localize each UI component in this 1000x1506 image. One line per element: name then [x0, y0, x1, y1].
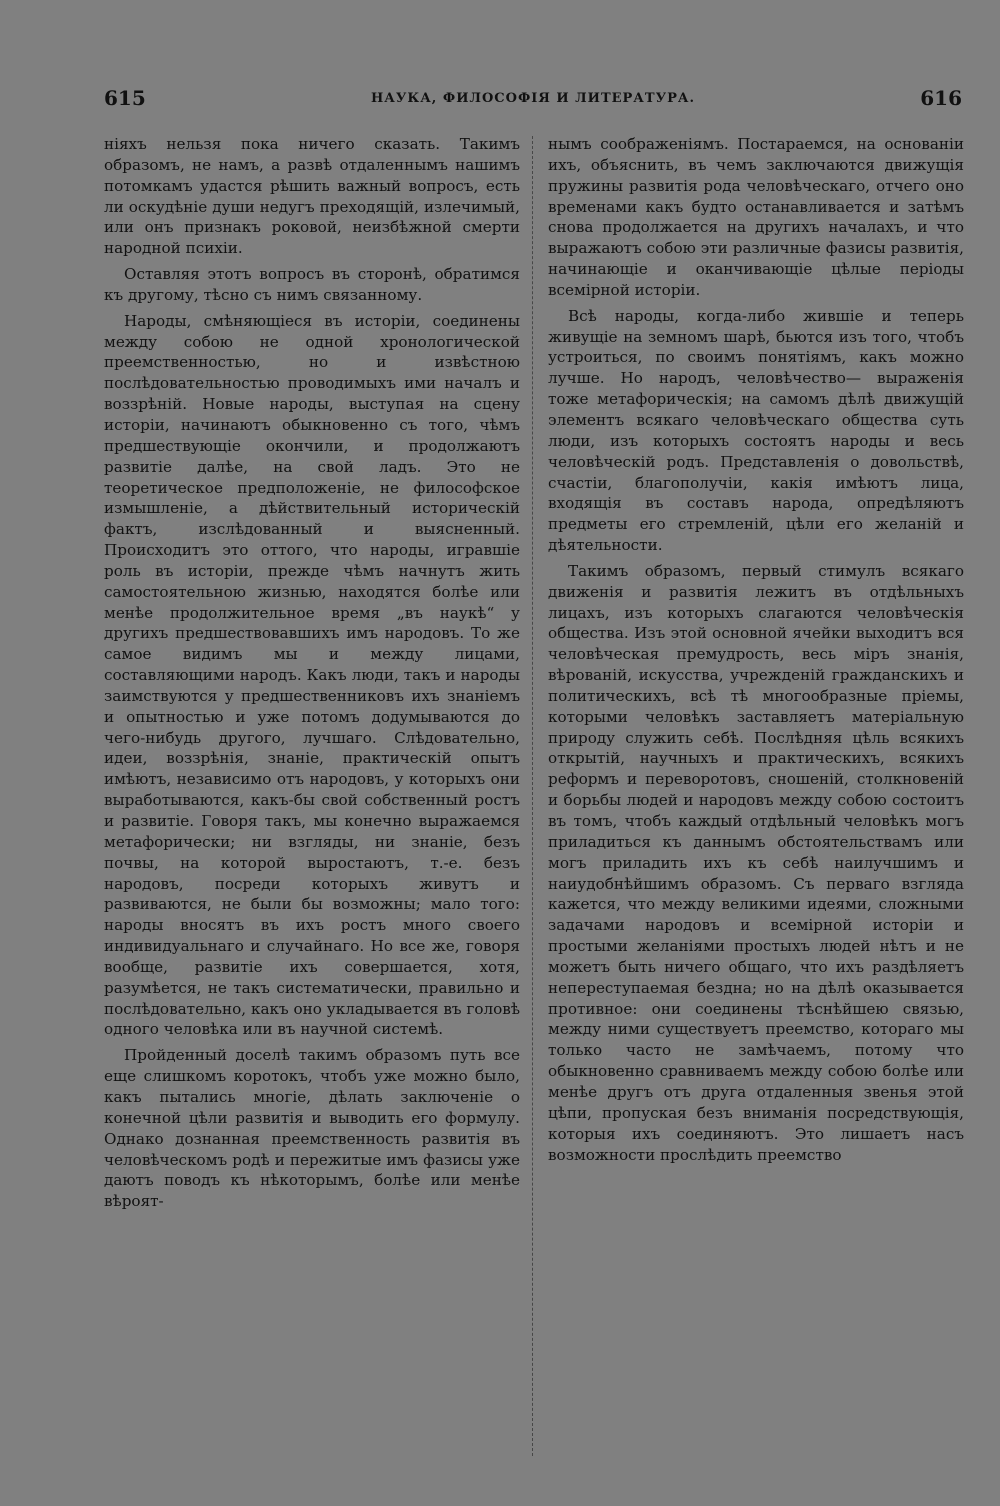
paragraph: Такимъ образомъ, первый стимулъ всякаго движенія и развитія лежитъ въ отдѣльныхъ лицахъ, изъ которыхъ слагаются человѣческія общества. Изъ этой основной ячейки выходитъ вся человѣческая премудрость, весь міръ знанія, вѣрованій, искусства, учрежденій гражданскихъ и политическихъ, всѣ тѣ многообразные пріемы, которыми человѣкъ заставляетъ матеріальную природу служить себѣ. Послѣдняя цѣль всякихъ открытій, научныхъ и практическихъ, всякихъ реформъ и переворотовъ, сношеній, столкновеній и борьбы людей и народовъ между собою состоитъ въ томъ, чтобъ каждый отдѣльный человѣкъ могъ приладиться къ даннымъ обстоятельствамъ или могъ приладить ихъ къ себѣ наилучшимъ и наиудобнѣйшимъ образомъ. Съ перваго взгляда кажется, что между великими идеями, сложными задачами народовъ и всемірной исторіи и простыми желаніями простыхъ людей нѣтъ и не можетъ быть ничего общаго, что ихъ раздѣляетъ непереступаемая бездна; но на дѣлѣ оказывается противное: они соединены тѣснѣйшею связью, между ними существуетъ преемство, котораго мы только часто не замѣчаемъ, потому что обыкновенно сравниваемъ между собою болѣе или менѣе другъ отъ друга отдаленныя звенья этой цѣпи, пропуская безъ вниманія посредствующія, которыя ихъ соединяютъ. Это лишаетъ насъ возможности прослѣдить преемство — [548, 561, 964, 1164]
paragraph: Народы, смѣняющіеся въ исторіи, соединены между собою не одной хронологической преемственностью, но и извѣстною послѣдовательностью проводимыхъ ими началъ и воззрѣній. Новые народы, выступая на сцену исторіи, начинаютъ обыкновенно съ того, чѣмъ предшествующіе окончили, и продолжаютъ развитіе далѣе, на свой ладъ. Это не теоретическое предположеніе, не философское измышленіе, а дѣйствительный историческій фактъ, изслѣдованный и выясненный. Происходитъ это оттого, что народы, игравшіе роль въ исторіи, прежде чѣмъ начнутъ жить самостоятельною жизнью, находятся болѣе или менѣе продолжительное время „въ наукѣ“ у другихъ предшествовавшихъ имъ народовъ. То же самое видимъ мы и между лицами, составляющими народъ. Какъ люди, такъ и народы заимствуются у предшественниковъ ихъ знаніемъ и опытностью и уже потомъ додумываются до чего-нибудь другого, лучшаго. Слѣдовательно, идеи, воззрѣнія, знаніе, практическій опытъ имѣютъ, независимо отъ народовъ, у которыхъ они выработываются, какъ-бы свой собственный ростъ и развитіе. Говоря такъ, мы конечно выражаемся метафорически; ни взгляды, ни знаніе, безъ почвы, на которой выростаютъ, т.-е. безъ народовъ, посреди которыхъ живутъ и развиваются, не были бы возможны; мало того: народы вносятъ въ ихъ ростъ много своего индивидуальнаго и случайнаго. Но все же, говоря вообще, развитіе ихъ совершается, хотя, разумѣется, не такъ систематически, правильно и послѣдовательно, какъ оно укладывается въ головѣ одного человѣка или въ научной системѣ. — [104, 311, 520, 1039]
running-title: НАУКА, ФИЛОСОФІЯ И ЛИТЕРАТУРА. — [370, 91, 696, 106]
left-column — [104, 134, 520, 1464]
paragraph: ніяхъ нельзя пока ничего сказать. Такимъ образомъ, не намъ, а развѣ отдаленнымъ нашимъ потомкамъ удастся рѣшить важный вопросъ, есть ли оскудѣніе души недугъ преходящій, излечимый, или онъ признакъ роковой, неизбѣжной смерти народной психіи. — [104, 135, 520, 258]
page-number-right: 616 — [920, 86, 962, 110]
column-divider — [532, 136, 534, 1456]
paragraph: Оставляя этотъ вопросъ въ сторонѣ, обратимся къ другому, тѣсно съ нимъ связанному. — [104, 265, 520, 304]
right-column — [548, 134, 964, 1464]
paragraph: Пройденный доселѣ такимъ образомъ путь все еще слишкомъ коротокъ, чтобъ уже можно было, какъ пытались многіе, дѣлать заключеніе о конечной цѣли развитія и выводить его формулу. Однако дознанная преемственность развитія въ человѣческомъ родѣ и пережитые имъ фазисы уже даютъ поводъ къ нѣкоторымъ, болѣе или менѣе вѣроят- — [104, 1046, 520, 1211]
page-number-left: 615 — [104, 86, 146, 110]
paragraph: Всѣ народы, когда-либо жившіе и теперь живущіе на земномъ шарѣ, бьются изъ того, чтобъ устроиться, по своимъ понятіямъ, какъ можно лучше. Но народъ, человѣчество— выраженія тоже метафорическія; на самомъ дѣлѣ движущій элементъ всякаго человѣческаго общества суть люди, изъ которыхъ состоятъ народы и весь человѣческій родъ. Представленія о довольствѣ, счастіи, благополучіи, какія имѣютъ лица, входящія въ составъ народа, опредѣляютъ предметы его стремленій, цѣли его желаній и дѣятельности. — [548, 306, 964, 555]
page-header — [104, 86, 962, 116]
paragraph: нымъ соображеніямъ. Постараемся, на основаніи ихъ, объяснить, въ чемъ заключаются движущія пружины развитія рода человѣческаго, отчего оно временами какъ будто останавливается и затѣмъ снова продолжается на другихъ началахъ, и что выражаютъ собою эти различные фазисы развитія, начинающіе и оканчивающіе цѣлые періоды всемірной исторіи. — [548, 135, 964, 299]
